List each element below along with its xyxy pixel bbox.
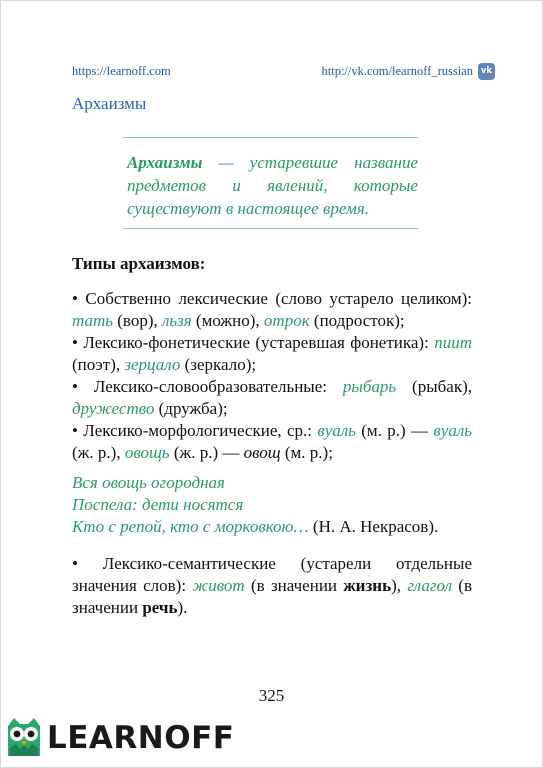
example-word: живот [192, 576, 245, 595]
gloss: (рыбак), [396, 377, 472, 396]
bullet: • [72, 377, 78, 396]
poem-last-line [72, 516, 482, 538]
example-word: тать [72, 311, 113, 330]
meaning-word: речь [142, 598, 178, 617]
item-lead: Лексико-фонетические (устаревшая фонетика): [77, 333, 435, 352]
definition-body: — устаревшие название предметов и явлений, которые существуют в настоящее время. [127, 153, 418, 218]
gloss: (вор), [113, 311, 162, 330]
gloss: (ж. р.), [72, 443, 125, 462]
gloss: (можно), [191, 311, 264, 330]
learnoff-site-link[interactable]: https://learnoff.com [72, 64, 171, 78]
brand-name: LEARNOFF [47, 720, 235, 756]
vk-group-link[interactable]: http://vk.com/learnoff_russian [321, 64, 473, 78]
gloss: (дружба); [154, 399, 228, 418]
gloss: (в значении [244, 576, 344, 595]
list-item [72, 376, 472, 420]
gloss: (ж. р.) — [169, 443, 244, 462]
poem-author: (Н. А. Некрасов). [308, 517, 439, 536]
example-word: отрок [263, 311, 310, 330]
archaism-types-list [72, 288, 472, 464]
poem-quote [72, 472, 482, 538]
owl-logo-icon [6, 716, 42, 760]
example-word: овощь [124, 443, 170, 462]
definition-text [127, 151, 418, 220]
item-lead: Лексико-морфологические, ср.: [77, 421, 318, 440]
gloss: (в значении [72, 576, 472, 617]
example-word: зерцало [124, 355, 181, 374]
bullet: • [72, 333, 78, 352]
archaism-types-list-continued [72, 553, 472, 619]
example-word: рыбарь [342, 377, 397, 396]
section-title: Архаизмы [72, 94, 147, 113]
item-lead: Лексико-семантические (устарели отдельные значения слов): [72, 554, 472, 595]
list-item [72, 332, 472, 376]
example-word: льзя [161, 311, 192, 330]
poem-line: Поспела: дети носятся [72, 495, 244, 514]
gloss: (зеркало); [180, 355, 257, 374]
definition-term: Архаизмы [127, 153, 203, 172]
gloss: (поэт), [72, 355, 125, 374]
item-lead: Собственно лексические (слово устарело целиком): [77, 289, 472, 308]
meaning-word: жизнь [343, 576, 392, 595]
types-heading: Типы архаизмов: [72, 254, 206, 273]
poem-line: Кто с репой, кто с морковкою… [72, 517, 309, 536]
example-word-plain: овощ [243, 443, 281, 462]
definition-box [123, 137, 418, 229]
example-word: вуаль [317, 421, 356, 440]
example-word: глагол [407, 576, 452, 595]
list-item [72, 288, 472, 332]
gloss: (м. р.); [280, 443, 333, 462]
bullet: • [72, 421, 78, 440]
gloss: ). [177, 598, 188, 617]
bullet: • [72, 554, 78, 573]
page-header [72, 64, 495, 80]
poem-line: Вся овощь огородная [72, 473, 225, 492]
example-word: пиит [434, 333, 472, 352]
gloss: (подросток); [309, 311, 405, 330]
item-lead: Лексико-словообразовательные: [77, 377, 343, 396]
gloss: ), [391, 576, 408, 595]
list-item [72, 420, 472, 464]
list-item [72, 553, 472, 619]
gloss: (м. р.) — [355, 421, 434, 440]
example-word: дружество [72, 399, 155, 418]
vk-icon[interactable]: vk [478, 63, 495, 80]
page-number: 325 [258, 686, 285, 705]
example-word: вуаль [433, 421, 472, 440]
bullet: • [72, 289, 78, 308]
